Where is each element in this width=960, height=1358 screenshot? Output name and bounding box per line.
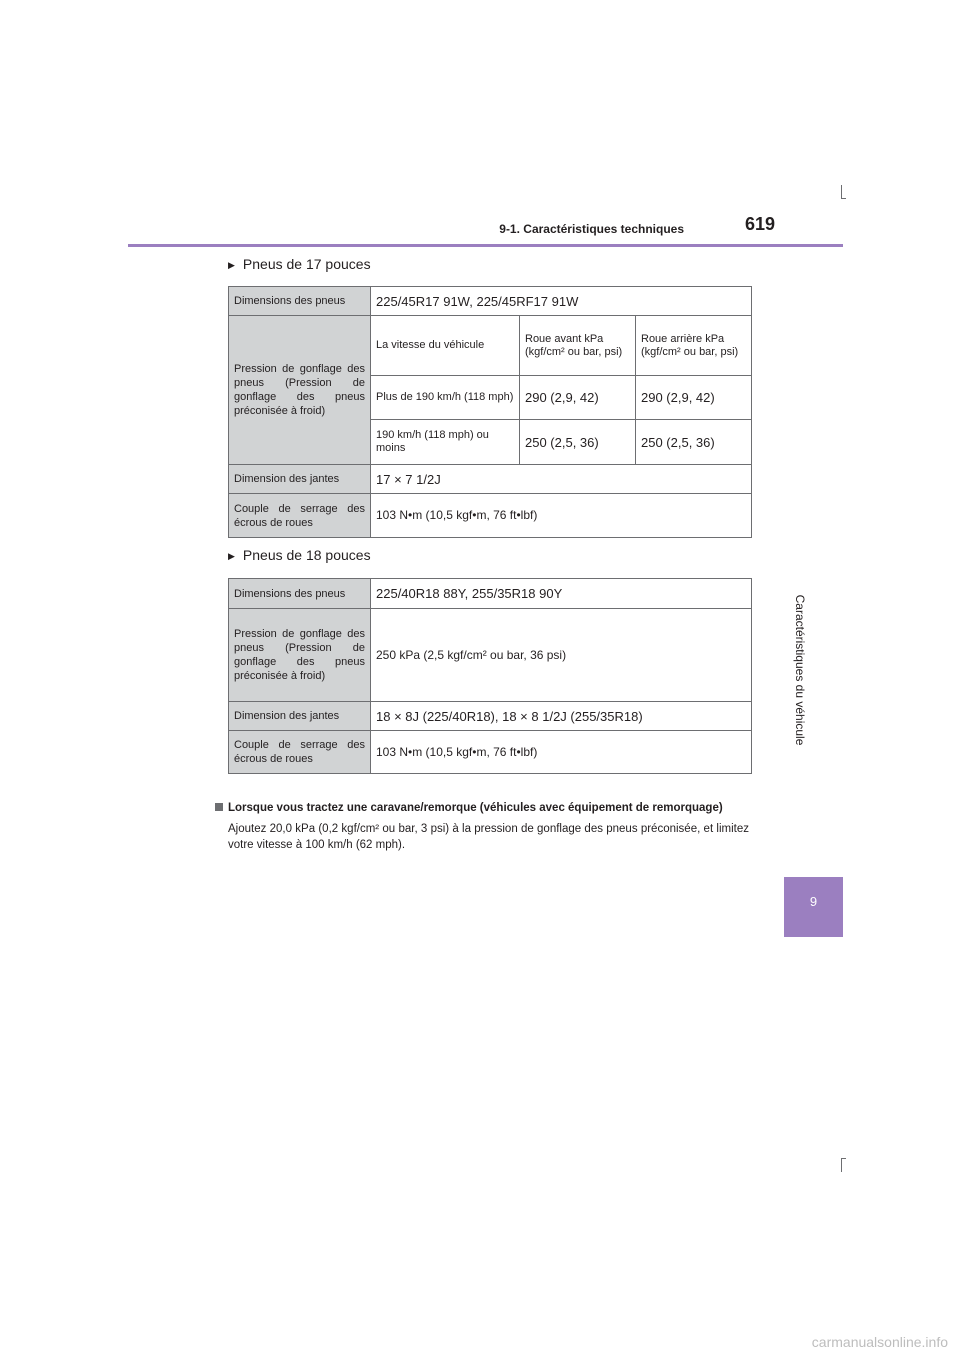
rear-pressure-cell: 250 (2,5, 36) — [636, 420, 752, 465]
table-row — [229, 609, 752, 702]
rim-size-label: Dimension des jantes — [229, 465, 371, 494]
triangle-bullet-icon: ▶ — [228, 551, 235, 561]
crop-mark-top — [841, 185, 842, 199]
chapter-tab: 9 — [784, 877, 843, 937]
crop-mark-bottom — [841, 1158, 842, 1172]
front-pressure-cell: 290 (2,9, 42) — [520, 376, 636, 420]
torque-label: Couple de serrage des écrous de roues — [229, 494, 371, 538]
speed-cell: Plus de 190 km/h (118 mph) — [371, 376, 520, 420]
speed-header: La vitesse du véhicule — [371, 316, 520, 376]
section-title: 9-1. Caractéristiques techniques — [499, 222, 684, 236]
tire-size-label: Dimensions des pneus — [229, 579, 371, 609]
header-rule — [128, 244, 843, 247]
table-row — [229, 465, 752, 494]
tire-spec-table-17 — [228, 286, 752, 538]
torque-value: 103 N•m (10,5 kgf•m, 76 ft•lbf) — [371, 494, 752, 538]
crop-mark-bottom-tick — [841, 1158, 846, 1159]
tire-size-value: 225/40R18 88Y, 255/35R18 90Y — [371, 579, 752, 609]
subheading-text: Pneus de 17 pouces — [242, 256, 371, 272]
rear-wheel-header: Roue arrière kPa (kgf/cm² ou bar, psi) — [636, 316, 752, 376]
tire-size-label: Dimensions des pneus — [229, 287, 371, 316]
torque-label: Couple de serrage des écrous de roues — [229, 731, 371, 774]
rim-size-label: Dimension des jantes — [229, 702, 371, 731]
table-row — [229, 579, 752, 609]
pressure-label: Pression de gonflage des pneus (Pression de gonflage des pneus préconisée à froid) — [229, 316, 371, 465]
pressure-value: 250 kPa (2,5 kgf/cm² ou bar, 36 psi) — [371, 609, 752, 702]
subheading-18-inch — [228, 547, 371, 563]
note-heading — [215, 800, 749, 816]
table-row — [229, 494, 752, 538]
pressure-label: Pression de gonflage des pneus (Pression de gonflage des pneus préconisée à froid) — [229, 609, 371, 702]
front-wheel-header: Roue avant kPa (kgf/cm² ou bar, psi) — [520, 316, 636, 376]
rear-pressure-cell: 290 (2,9, 42) — [636, 376, 752, 420]
table-row — [229, 702, 752, 731]
torque-value: 103 N•m (10,5 kgf•m, 76 ft•lbf) — [371, 731, 752, 774]
towing-note — [215, 800, 749, 853]
subheading-17-inch — [228, 256, 371, 272]
subheading-text: Pneus de 18 pouces — [242, 547, 371, 563]
note-body: Ajoutez 20,0 kPa (0,2 kgf/cm² ou bar, 3 psi) à la pression de gonflage des pneus préconisée, et limitez votre vitesse à 100 km/h (62 mph). — [228, 823, 749, 851]
table-row — [229, 731, 752, 774]
tire-spec-table-18 — [228, 578, 752, 774]
note-heading-text: Lorsque vous tractez une caravane/remorque (véhicules avec équipement de remorquage) — [228, 802, 723, 814]
rim-size-value: 17 × 7 1/2J — [371, 465, 752, 494]
tire-size-value: 225/45R17 91W, 225/45RF17 91W — [371, 287, 752, 316]
speed-cell: 190 km/h (118 mph) ou moins — [371, 420, 520, 465]
page-number: 619 — [745, 214, 776, 234]
table-row — [229, 287, 752, 316]
rim-size-value: 18 × 8J (225/40R18), 18 × 8 1/2J (255/35R18) — [371, 702, 752, 731]
square-bullet-icon — [215, 803, 223, 811]
table-row — [229, 316, 752, 376]
front-pressure-cell: 250 (2,5, 36) — [520, 420, 636, 465]
watermark: carmanualsonline.info — [811, 1334, 948, 1350]
triangle-bullet-icon: ▶ — [228, 260, 235, 270]
crop-mark-top-tick — [841, 198, 846, 199]
chapter-side-title: Caractéristiques du véhicule — [793, 594, 807, 746]
